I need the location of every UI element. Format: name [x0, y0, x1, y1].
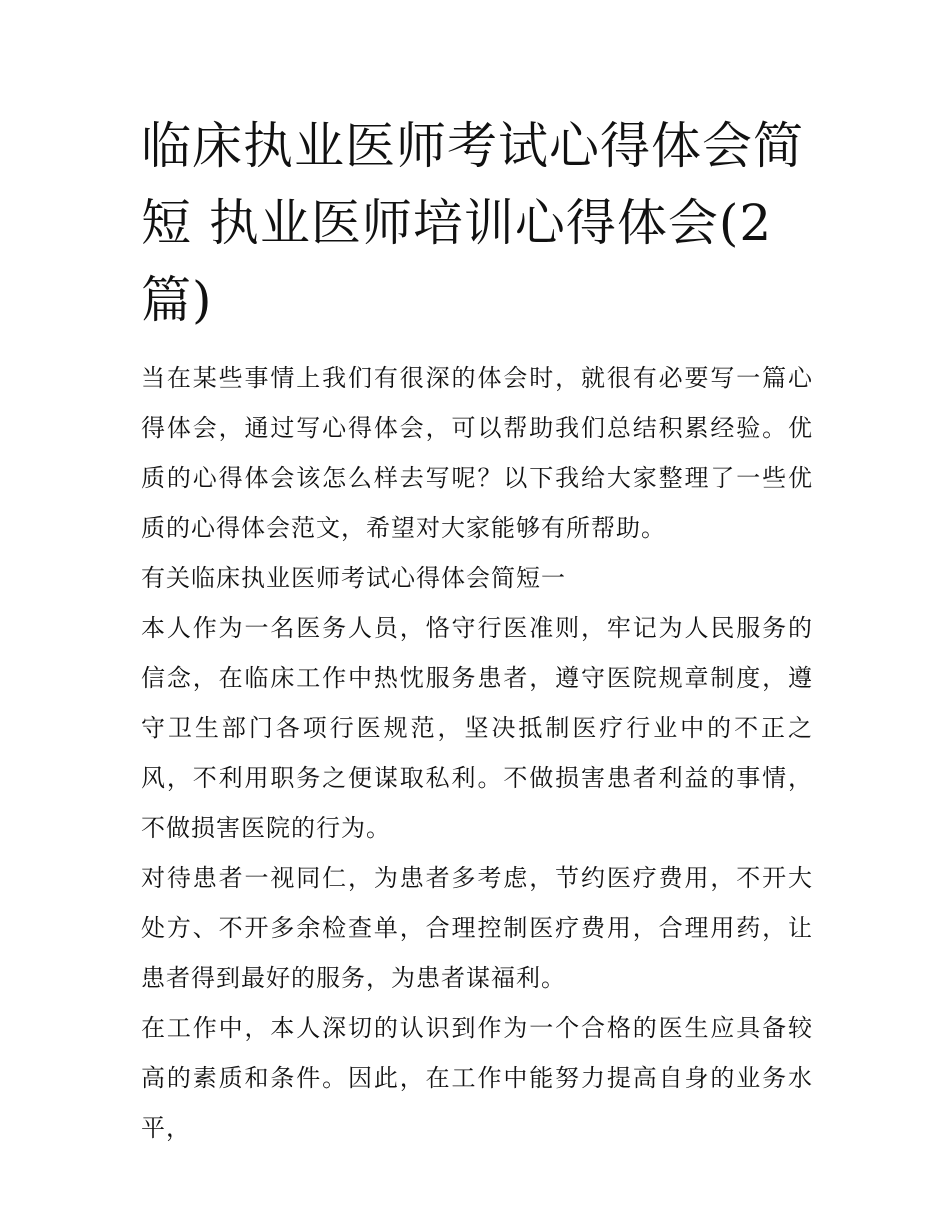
intro-block: [141, 353, 813, 553]
document-page: [141, 108, 813, 1153]
section-heading: 有关临床执业医师考试心得体会简短一: [141, 564, 566, 592]
body-paragraph-2: 对待患者一视同仁，为患者多考虑，节约医疗费用，不开大处方、不开多余检查单，合理控制医疗费用，合理用药，让患者得到最好的服务，为患者谋福利。: [141, 864, 813, 992]
body-paragraph-3: 在工作中，本人深切的认识到作为一个合格的医生应具备较高的素质和条件。因此，在工作中能努力提高自身的业务水平，: [141, 1014, 813, 1142]
intro-paragraph: 当在某些事情上我们有很深的体会时，就很有必要写一篇心得体会，通过写心得体会，可以帮助我们总结积累经验。优质的心得体会该怎么样去写呢？以下我给大家整理了一些优质的心得体会范文，希望对大家能够有所帮助。: [141, 364, 813, 542]
document-title: 临床执业医师考试心得体会简短 执业医师培训心得体会(2篇): [141, 117, 804, 329]
body-paragraph-1: 本人作为一名医务人员，恪守行医准则，牢记为人民服务的信念，在临床工作中热忱服务患者，遵守医院规章制度，遵守卫生部门各项行医规范，坚决抵制医疗行业中的不正之风，不利用职务之便谋取私利。不做损害患者利益的事情，不做损害医院的行为。: [141, 614, 813, 842]
